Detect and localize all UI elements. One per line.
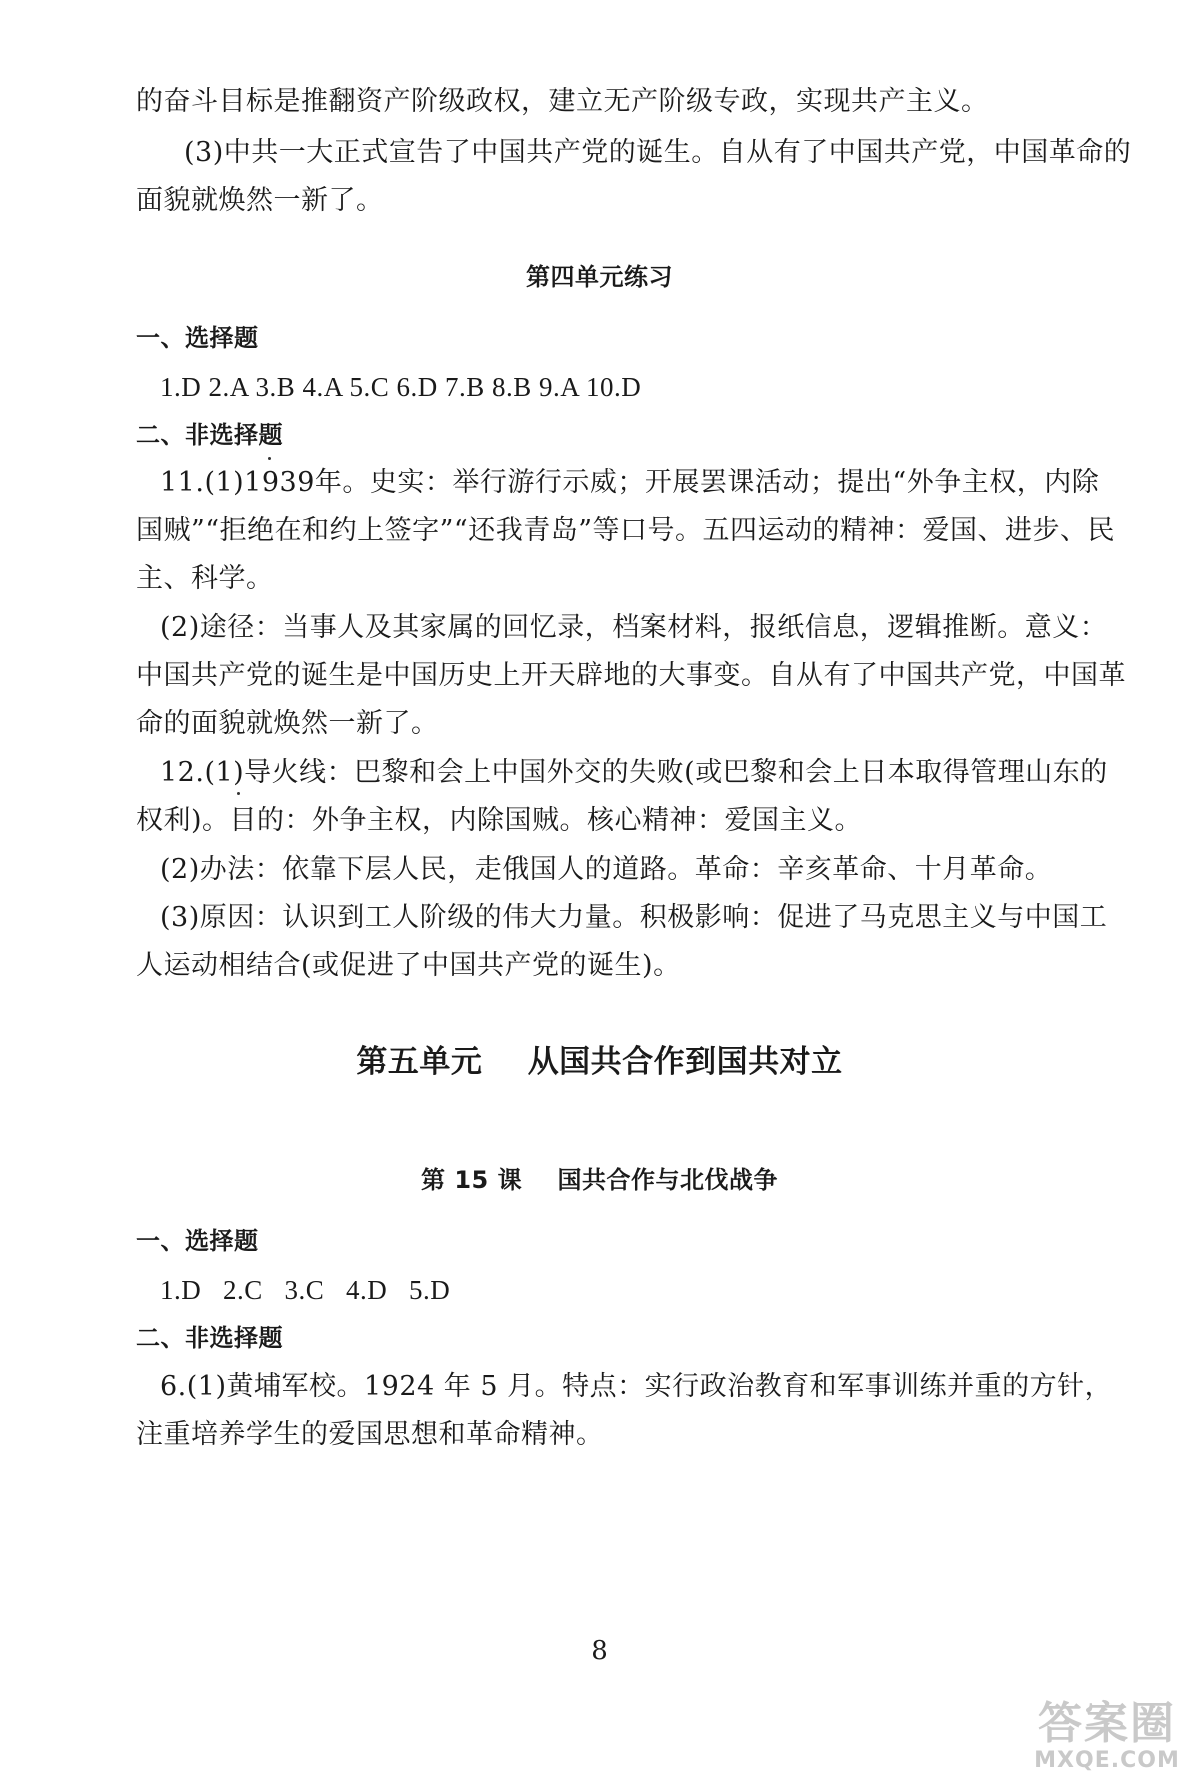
watermark-text: 答案圈 — [1038, 1697, 1176, 1749]
text-line: 12.(1)导火线：巴黎和会上中国外交的失败(或巴黎和会上日本取得管理山东的 — [160, 757, 1108, 788]
page-number: 8 — [591, 1636, 608, 1666]
text-line: 6.(1)黄埔军校。1924 年 5 月。特点：实行政治教育和军事训练并重的方针， — [160, 1371, 1113, 1402]
text-line: 权利)。目的：外争主权，内除国贼。核心精神：爱国主义。 — [136, 805, 863, 836]
text-line: 注重培养学生的爱国思想和革命精神。 — [136, 1419, 604, 1450]
section-heading: 一、选择题 — [136, 324, 259, 352]
watermark-url: MXQE.COM — [1034, 1747, 1180, 1773]
text-line: (3)原因：认识到工人阶级的伟大力量。积极影响：促进了马克思主义与中国工 — [160, 902, 1108, 933]
text-line: (3)中共一大正式宣告了中国共产党的诞生。自从有了中国共产党，中国革命的 — [184, 137, 1132, 168]
text-line: (2)办法：依靠下层人民，走俄国人的道路。革命：辛亥革命、十月革命。 — [160, 854, 1053, 885]
text-line: 国贼”“拒绝在和约上签字”“还我青岛”等口号。五四运动的精神：爱国、进步、民 — [136, 515, 1116, 546]
text-line: (2)途径：当事人及其家属的回忆录，档案材料，报纸信息，逻辑推断。意义： — [160, 612, 1108, 643]
lesson-title: 第 15 课 国共合作与北伐战争 — [420, 1166, 779, 1194]
section-title: 第四单元练习 — [526, 263, 673, 291]
text-line: 的奋斗目标是推翻资产阶级政权，建立无产阶级专政，实现共产主义。 — [136, 86, 989, 117]
stray-mark — [268, 457, 271, 460]
section-heading: 一、选择题 — [136, 1227, 259, 1255]
watermark-logo — [1029, 1690, 1185, 1782]
section-heading: 二、非选择题 — [136, 1324, 283, 1352]
section-heading: 二、非选择题 — [136, 421, 283, 449]
text-line: 11.(1)1939年。史实：举行游行示威；开展罢课活动；提出“外争主权，内除 — [160, 467, 1100, 498]
text-line: 主、科学。 — [136, 563, 274, 594]
answer-list: 1.D 2.C 3.C 4.D 5.D — [160, 1275, 451, 1305]
text-line: 中国共产党的诞生是中国历史上开天辟地的大事变。自从有了中国共产党，中国革 — [136, 660, 1126, 691]
unit-title: 第五单元 从国共合作到国共对立 — [356, 1044, 843, 1080]
text-line: 命的面貌就焕然一新了。 — [136, 708, 439, 739]
text-line: 面貌就焕然一新了。 — [136, 185, 384, 216]
stray-mark — [237, 792, 240, 795]
text-line: 人运动相结合(或促进了中国共产党的诞生)。 — [136, 950, 681, 981]
answer-list: 1.D 2.A 3.B 4.A 5.C 6.D 7.B 8.B 9.A 10.D — [160, 372, 642, 402]
